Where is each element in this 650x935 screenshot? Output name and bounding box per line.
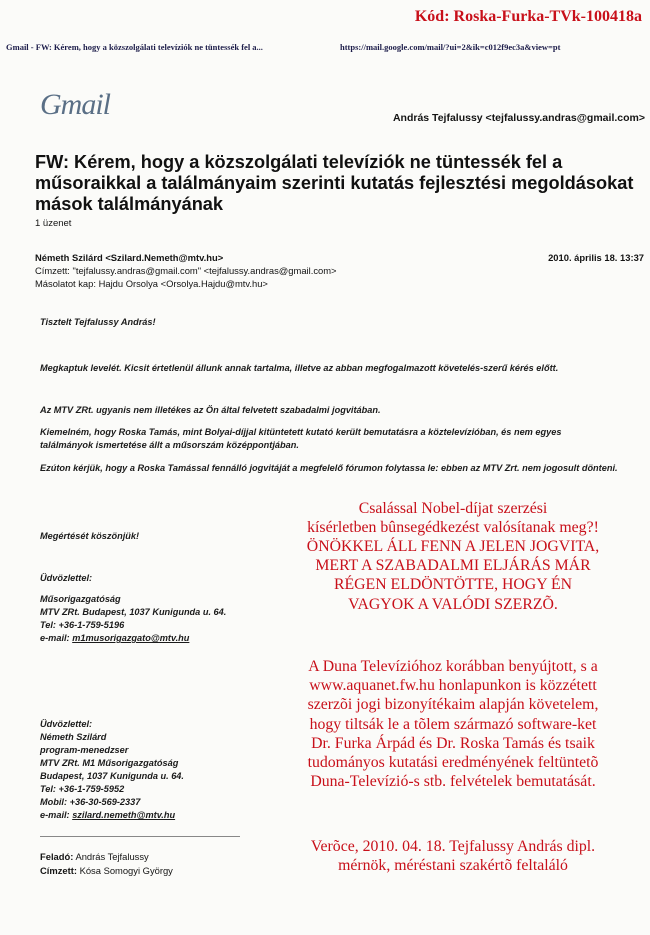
email-subject: FW: Kérem, hogy a közszolgálati televíziók ne tüntessék fel a műsoraikkal a találmányaim szerinti kutatás fejlesztési megoldásokat mások találmányának	[35, 152, 634, 214]
email-date: 2010. április 18. 13:37	[548, 252, 644, 263]
sig2-role: program-menedzser	[40, 745, 129, 755]
annotation-demand-line: tudományos kutatási eredményének feltüntetõ	[307, 754, 599, 772]
annotation-demand-line: www.aquanet.fw.hu honlapunkon is közzétett	[309, 677, 597, 695]
annotation-caps-line: RÉGEN ELDÖNTÖTTE, HOGY ÉN	[333, 576, 573, 594]
recipient-value: "tejfalussy.andras@gmail.com" <tejfalussy.andras@gmail.com>	[72, 265, 337, 276]
annotation-demand	[262, 657, 644, 791]
sig2-address: Budapest, 1037 Kunigunda u. 64.	[40, 771, 184, 781]
annotation-demand-line: szerzõi jogi bizonyítékaim alapján követelem,	[307, 696, 599, 714]
sig1-greeting: Üdvözlettel:	[40, 573, 93, 583]
sig2-tel: Tel: +36-1-759-5952	[40, 784, 125, 794]
annotation-demand-line: hogy tiltsák le a tõlem származó software-ket	[309, 715, 597, 733]
email-paragraph-1: Megkaptuk levelét. Kicsit értetlenül állunk annak tartalma, illetve az abban megfogalmazott követelés-szerű kérés előtt.	[40, 363, 559, 373]
signature-personal	[40, 718, 184, 822]
forward-divider	[40, 836, 240, 837]
sender-line: Németh Szilárd <Szilard.Nemeth@mtv.hu>	[35, 252, 224, 263]
annotation-intro-line: kísérletben bûnsegédkezést valósítanak meg?!	[307, 519, 599, 537]
annotation-closing	[262, 837, 644, 875]
email-paragraph-2: Az MTV ZRt. ugyanis nem illetékes az Ön által felvetett szabadalmi jogvitában.	[40, 405, 381, 415]
cc-value: Hajdu Orsolya <Orsolya.Hajdu@mtv.hu>	[98, 278, 268, 289]
gmail-logo: Gmail	[40, 88, 110, 121]
document-code-label: Kód: Roska-Furka-TVk-100418a	[414, 8, 642, 25]
print-page-title: Gmail - FW: Kérem, hogy a közszolgálati televíziók ne tüntessék fel a...	[6, 42, 263, 52]
annotation-closing-line: mérnök, méréstani szakértõ feltaláló	[338, 857, 568, 875]
sig2-email-link[interactable]: szilard.nemeth@mtv.hu	[72, 810, 176, 820]
print-url: https://mail.google.com/mail/?ui=2&ik=c012f9ec3a&view=pt	[340, 42, 561, 52]
email-paragraph-4: Ezúton kérjük, hogy a Roska Tamással fennálló jogvitáját a megfelelő fórumon folytassa le: ebben az MTV Zrt. nem jogosult dönteni.	[40, 463, 618, 473]
sig1-dept: Műsorigazgatóság	[40, 594, 121, 604]
annotation-caps-line: ÖNÖKKEL ÁLL FENN A JELEN JOGVITA,	[306, 538, 600, 555]
sig2-dept: MTV ZRt. M1 Műsorigazgatóság	[40, 758, 179, 768]
sig1-address: MTV ZRt. Budapest, 1037 Kunigunda u. 64.	[40, 607, 227, 617]
recipient-label: Címzett:	[35, 265, 70, 276]
sig2-name: Németh Szilárd	[40, 732, 107, 742]
annotation-demand-line: A Duna Televízióhoz korábban benyújtott, s a	[308, 658, 598, 675]
email-greeting: Tisztelt Tejfalussy András!	[40, 317, 156, 327]
forward-recipient-label: Címzett:	[40, 865, 77, 876]
signature-department	[40, 572, 226, 645]
sig1-tel: Tel: +36-1-759-5196	[40, 620, 125, 630]
annotation-intro-line: Csalással Nobel-díjat szerzési	[358, 500, 548, 517]
email-thanks: Megértését köszönjük!	[40, 531, 140, 541]
annotation-demand-line: Duna-Televízió-s stb. felvételek bemutatását.	[310, 773, 596, 791]
email-paragraph-3: Kiemelném, hogy Roska Tamás, mint Bolyai-díjjal kitüntetett kutató került bemutatásra a köztelevízióban, és nem egyes találmányok ismertetése állt a műsorszám középpontjában.	[40, 427, 562, 450]
annotation-closing-line: Verõce, 2010. 04. 18. Tejfalussy András dipl.	[310, 838, 596, 855]
sig2-greeting: Üdvözlettel:	[40, 719, 93, 729]
annotation-intro	[262, 499, 644, 537]
sig1-email-link[interactable]: m1musorigazgato@mtv.hu	[72, 633, 190, 643]
message-count: 1 üzenet	[35, 218, 72, 229]
forward-recipient: Kósa Somogyi György	[79, 865, 173, 876]
cc-line	[35, 278, 268, 289]
forward-sender-label: Feladó:	[40, 851, 74, 862]
forward-sender-line	[40, 850, 149, 864]
recipient-line	[35, 265, 337, 276]
annotation-caps	[262, 537, 644, 614]
cc-label: Másolatot kap:	[35, 278, 96, 289]
annotation-demand-line: Dr. Furka Árpád és Dr. Roska Tamás és tsaik	[311, 734, 595, 752]
account-header: András Tejfalussy <tejfalussy.andras@gmail.com>	[392, 112, 645, 124]
sig1-email-label: e-mail:	[40, 633, 70, 643]
sig2-email-label: e-mail:	[40, 810, 70, 820]
sig2-mobil: Mobil: +36-30-569-2337	[40, 797, 141, 807]
sig1-email-line	[40, 632, 226, 645]
forward-recipient-line	[40, 864, 173, 878]
annotation-caps-line: VAGYOK A VALÓDI SZERZÕ.	[348, 595, 558, 613]
annotation-caps-line: MERT A SZABADALMI ELJÁRÁS MÁR	[315, 557, 591, 575]
forward-sender: András Tejfalussy	[75, 851, 149, 862]
sig2-email-line	[40, 809, 184, 822]
